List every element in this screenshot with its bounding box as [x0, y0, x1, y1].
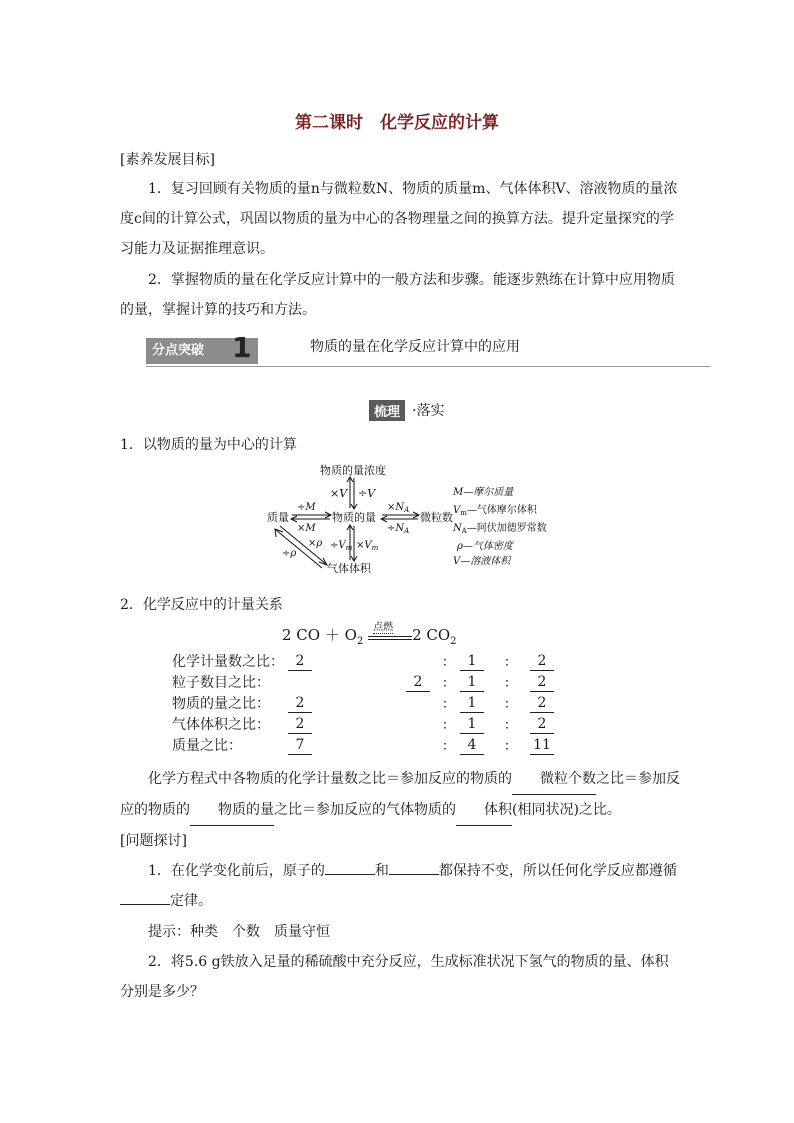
question-1: 1．在化学变化前后，原子的 和 都保持不变，所以任何化学反应都遵循定律。 [120, 856, 680, 916]
hint: 提示：种类 个数 质量守恒 [148, 924, 330, 940]
equation-right: 2 CO [412, 626, 451, 644]
page-title: 第二课时 化学反应的计算 [295, 113, 499, 133]
legend-1: M—摩尔质量 [453, 487, 514, 498]
answer-volume: 体积 [456, 795, 512, 826]
node-mass: 质量 [267, 511, 289, 524]
svg-text:Vm—气体摩尔体积 [453, 503, 538, 517]
legend-3: N [453, 523, 462, 534]
ratio-co2: 2 [530, 653, 554, 671]
op-div-vm: ÷V [330, 540, 346, 551]
ratio-label: 物质的量之比： [172, 696, 270, 712]
blank-2[interactable] [389, 860, 439, 875]
ratio-co2: 2 [530, 695, 554, 713]
discussion-header: [问题探讨] [120, 833, 187, 849]
op-times-na: ×N [387, 502, 405, 513]
blank-3[interactable] [120, 890, 170, 905]
node-amount: 物质的量 [332, 511, 376, 524]
goal-item-1: 1．复习回顾有关物质的量n与微粒数N、物质的质量m、气体体积V、溶液物质的量浓度c间的计算公式，巩固以物质的量为中心的各物理量之间的换算方法。提升定量探究的学习能力及证据推理意识。 [120, 181, 678, 257]
legend-4: ρ—气体密度 [457, 541, 513, 552]
op-times-m: ×M [297, 523, 316, 534]
blank-1[interactable] [325, 860, 375, 875]
reaction-condition: 点燃 [373, 622, 394, 633]
ratio-co: 2 [288, 716, 312, 734]
point-1: 1．以物质的量为中心的计算 [120, 437, 297, 453]
chemical-equation [282, 624, 457, 647]
answer-particles: 微粒个数 [512, 764, 596, 795]
ratio-co2: 2 [530, 716, 554, 734]
conversion-diagram [250, 462, 580, 582]
equation-left: 2 CO ＋ O [282, 626, 357, 644]
reaction-arrow [368, 622, 412, 644]
ratio-row: 物质的量之比： 2 ∶ 1 ∶ 2 [172, 692, 554, 713]
sub-badge-suffix: ·落实 [412, 403, 445, 419]
svg-text:M—摩尔质量 [452, 486, 514, 498]
ratio-label: 质量之比： [172, 738, 242, 754]
section-badge: 分点突破 [146, 338, 258, 364]
ratio-co: 2 [288, 653, 312, 671]
ratio-o2: 1 [460, 674, 484, 692]
legend-5: V—溶液体积 [453, 556, 511, 567]
op-times-rho: ×ρ [308, 538, 323, 549]
point-2: 2．化学反应中的计量关系 [120, 597, 283, 613]
ratio-co: 2 [288, 695, 312, 713]
node-gas-volume: 气体体积 [327, 562, 371, 575]
node-concentration: 物质的量浓度 [320, 464, 386, 477]
ratio-row: 质量之比： 7 ∶ 4 ∶ 11 [172, 734, 554, 755]
ratio-co: 7 [288, 737, 312, 755]
op-div-rho: ÷ρ [282, 548, 297, 559]
ratio-o2: 1 [460, 716, 484, 734]
sub-a-1: A [404, 506, 410, 514]
legend-sub: m [460, 509, 467, 517]
op-div-m: ÷M [297, 502, 316, 513]
legend-sub: A [461, 527, 467, 535]
op-div-na: ÷N [387, 523, 405, 534]
svg-text:×NA [387, 502, 409, 514]
equation-sub-o2: 2 [356, 636, 364, 647]
sub-badge: 梳理 [369, 400, 405, 421]
svg-text:ρ—气体密度 [456, 540, 515, 552]
ratio-label: 化学计量数之比： [172, 654, 284, 670]
ratio-o2: 1 [460, 653, 484, 671]
legend-rest: —阿伏加德罗常数 [466, 523, 547, 534]
legend-rest: —气体摩尔体积 [466, 505, 537, 516]
ratio-row: 化学计量数之比： 2 ∶ 1 ∶ 2 [172, 650, 554, 671]
legend-2: V [453, 505, 461, 516]
ratio-row: 气体体积之比： 2 ∶ 1 ∶ 2 [172, 713, 554, 734]
ratio-co2: 2 [530, 674, 554, 692]
ratio-co2: 11 [530, 737, 554, 755]
ratio-o2: 4 [460, 737, 484, 755]
svg-text:×Vm [356, 540, 379, 552]
ratio-table [172, 650, 554, 755]
svg-text:V—溶液体积 [453, 555, 512, 567]
ratio-row: 粒子数目之比： 2 ∶ 1 ∶ 2 [172, 671, 554, 692]
answer-amount: 物质的量 [190, 795, 274, 826]
sub-a-2: A [404, 527, 410, 535]
sub-m-1: m [345, 544, 353, 552]
sub-m-2: m [371, 544, 379, 552]
ratio-label: 粒子数目之比： [172, 675, 270, 691]
op-times-vm: ×V [356, 540, 372, 551]
ratio-label: 气体体积之比： [172, 717, 270, 733]
question-2: 2．将5.6 g铁放入足量的稀硫酸中充分反应，生成标准状况下氢气的物质的量、体积分别是多少？ [120, 954, 669, 1000]
node-particles: 微粒数 [420, 511, 453, 524]
goals-header: [素养发展目标] [120, 152, 215, 168]
op-times-v: ×V [330, 487, 348, 500]
conclusion-paragraph: 化学方程式中各物质的化学计量数之比＝参加反应的物质的 微粒个数之比＝参加反应的物质的 物质的量之比＝参加反应的气体物质的 体积(相同状况)之比。 [120, 764, 680, 826]
op-div-v: ÷V [358, 487, 376, 500]
svg-text:÷Vm [330, 540, 353, 552]
goal-item-2: 2．掌握物质的量在化学反应计算中的一般方法和步骤。能逐步熟练在计算中应用物质的量，掌握计算的技巧和方法。 [120, 272, 675, 318]
svg-text:NA—阿伏加德罗常数 [452, 521, 547, 535]
ratio-co: 2 [406, 674, 430, 692]
svg-text:÷NA [387, 523, 409, 535]
section-title: 物质的量在化学反应计算中的应用 [310, 339, 520, 355]
equation-sub-co2: 2 [450, 636, 457, 647]
section-number: 1 [232, 331, 252, 364]
ratio-o2: 1 [460, 695, 484, 713]
